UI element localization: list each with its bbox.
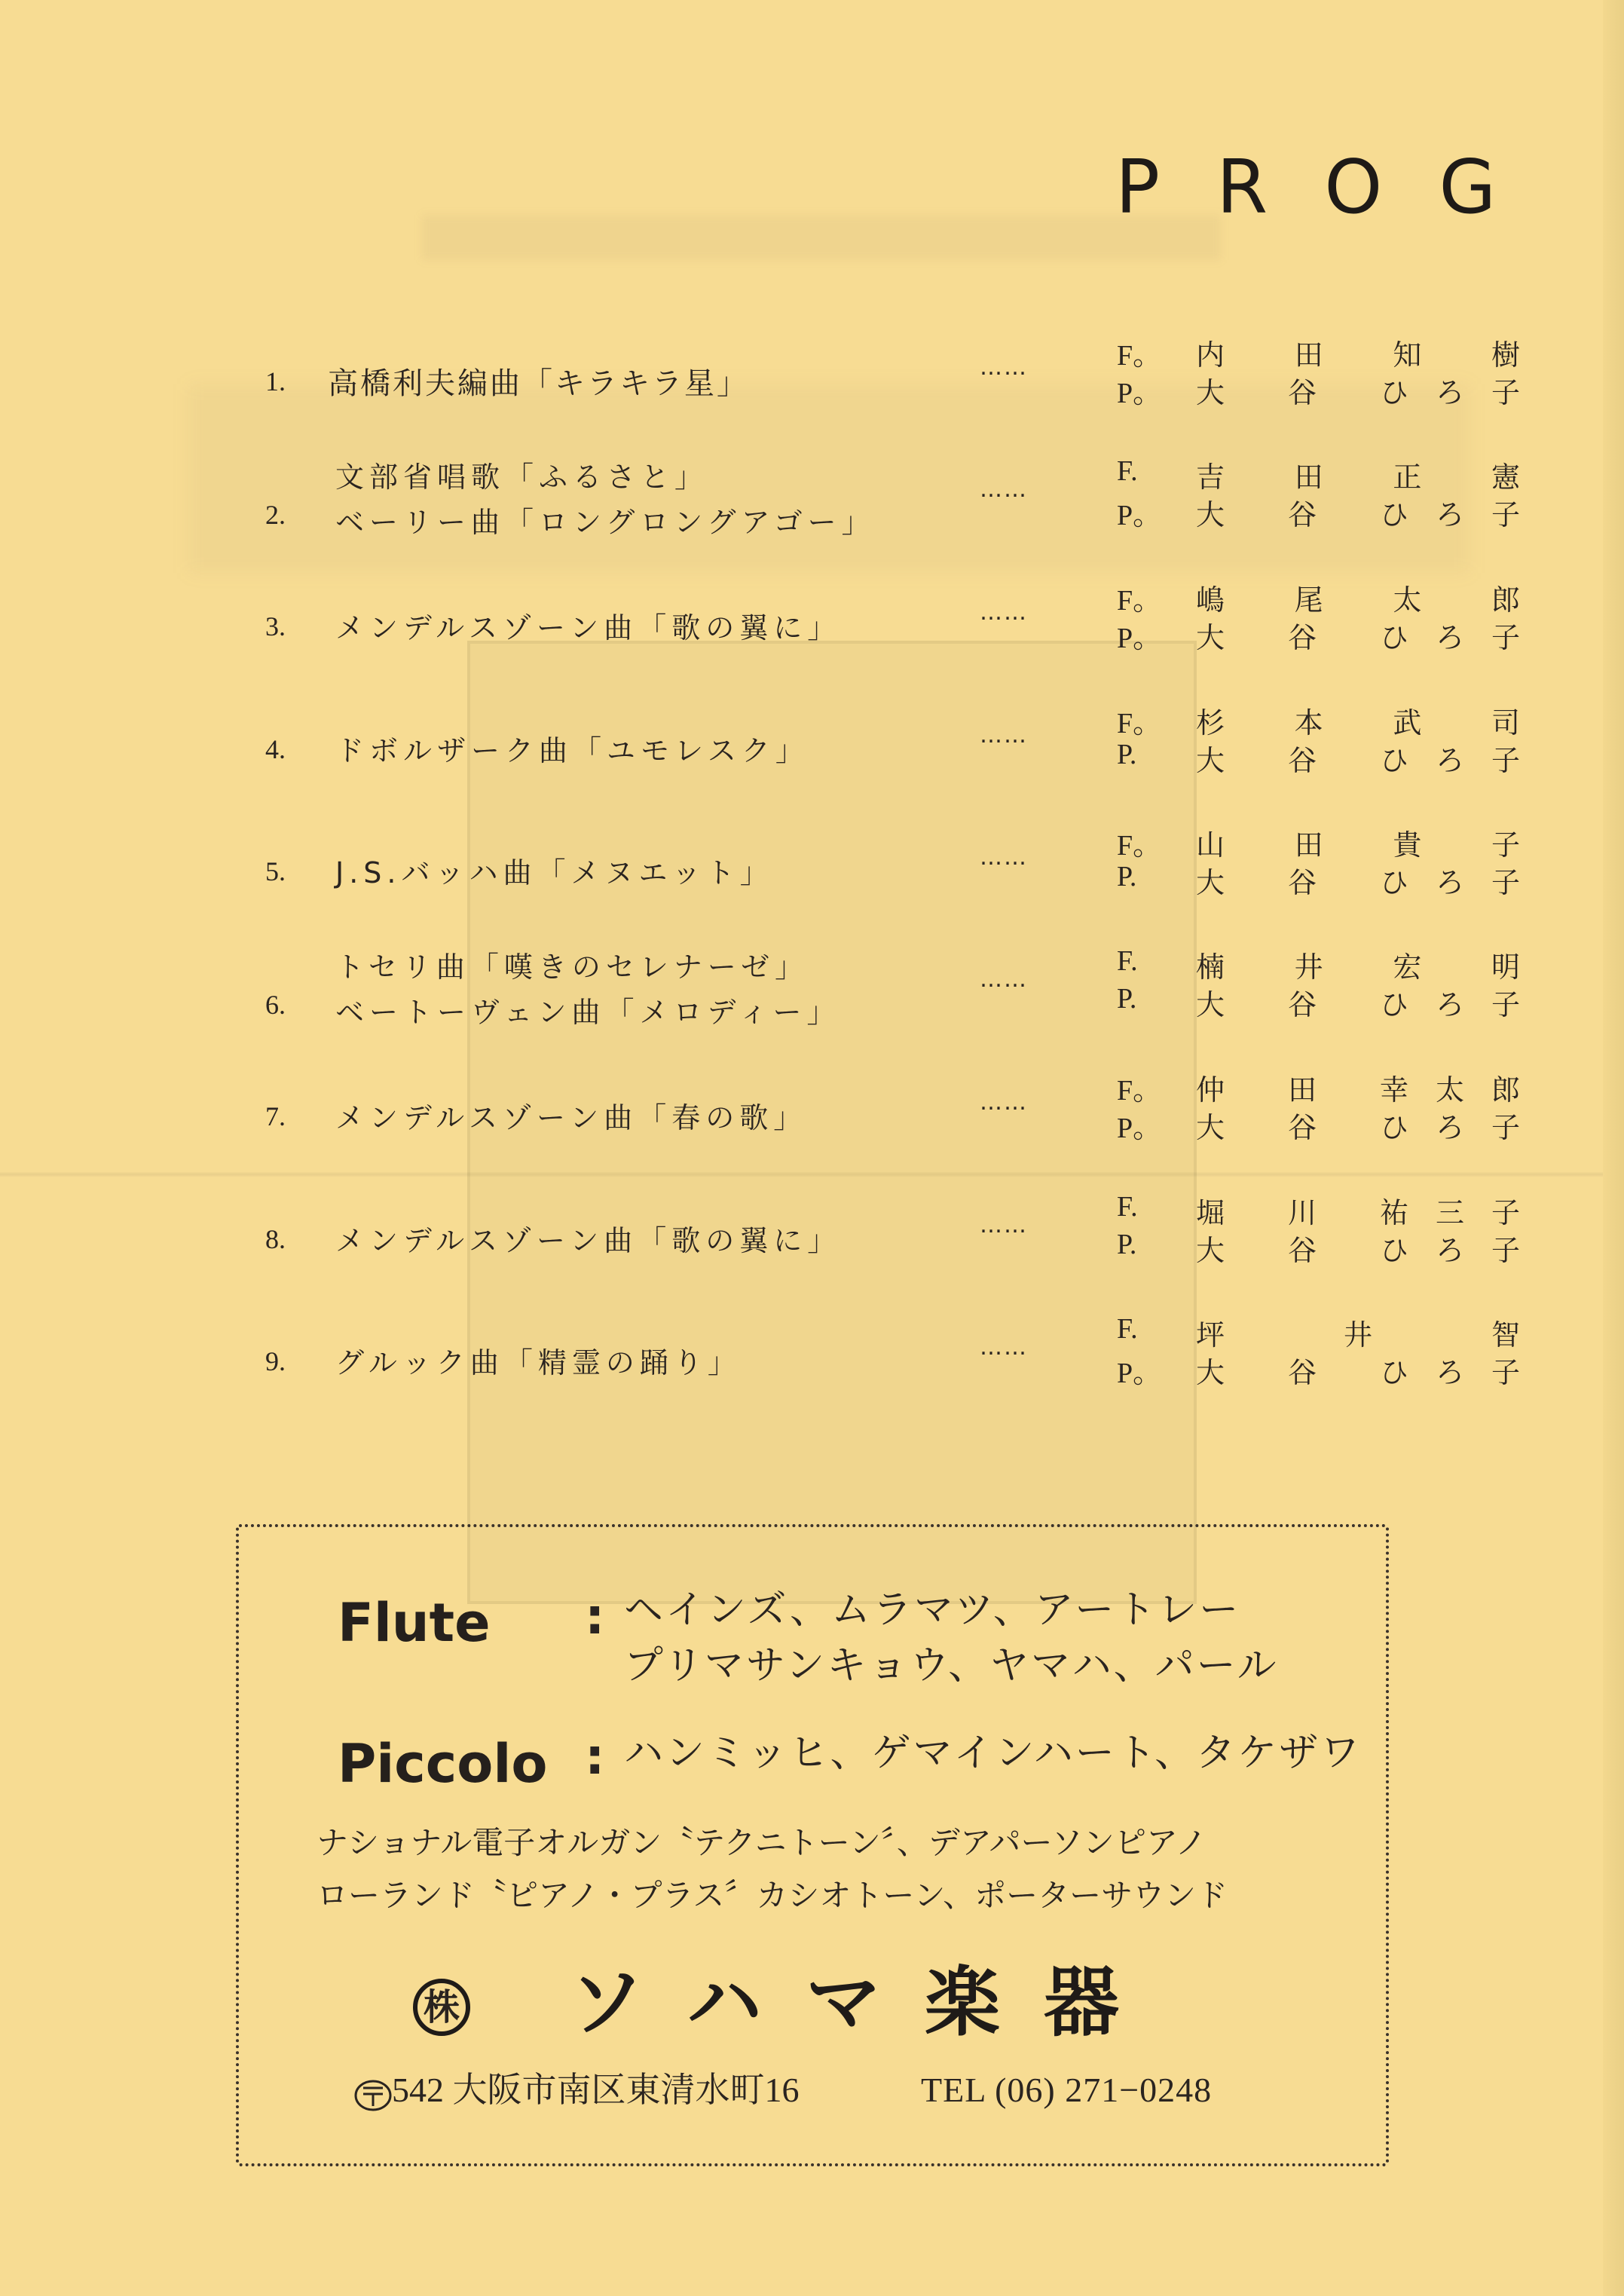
performer-role: P。 <box>1117 1358 1162 1389</box>
leader-dots: …… <box>980 966 1028 993</box>
performer-name: 堀 川 祐三子 <box>1196 1196 1520 1229</box>
performer <box>1117 369 1520 411</box>
performer <box>1117 491 1520 533</box>
flute-label: Flute <box>338 1592 491 1654</box>
piccolo-colon: : <box>585 1728 605 1786</box>
performer-role: F。 <box>1117 708 1162 739</box>
performer <box>1117 1312 1520 1353</box>
paper-fold <box>0 1172 1624 1177</box>
performer <box>1117 1104 1520 1146</box>
work-title: トセリ曲「嘆きのセレナーゼ」 <box>335 951 809 984</box>
piccolo-brands: ハンミッヒ、ゲマインハート、タケザワ <box>624 1731 1363 1776</box>
performer-role: P. <box>1117 1229 1137 1260</box>
performer-role: F。 <box>1117 830 1162 862</box>
performer <box>1117 332 1520 373</box>
performer-role: P。 <box>1117 500 1162 531</box>
leader-dots: …… <box>980 722 1028 748</box>
item-number: 5. <box>265 856 286 886</box>
performer-name: 大 谷 ひろ子 <box>1196 1111 1520 1144</box>
performer-role: P. <box>1117 739 1137 770</box>
work-title: グルック曲「精霊の踊り」 <box>335 1346 742 1379</box>
work-title: ベートーヴェン曲「メロディー」 <box>335 996 841 1029</box>
work-title: 高橋利夫編曲「キラキラ星」 <box>328 366 749 401</box>
performer <box>1117 859 1520 901</box>
item-number: 6. <box>265 990 286 1020</box>
performer-name: 楠 井 宏 明 <box>1196 951 1520 984</box>
performer-name: 大 谷 ひろ子 <box>1196 621 1520 654</box>
company-address: 542 大阪市南区東清水町16 <box>392 2071 800 2109</box>
postal-mark-icon <box>354 2079 392 2112</box>
company-name: ソハマ楽器 <box>569 1958 1163 2047</box>
work-title: 文部省唱歌「ふるさと」 <box>335 461 709 494</box>
performer <box>1117 700 1520 741</box>
performer-name: 大 谷 ひろ子 <box>1196 744 1520 777</box>
performer-role: F. <box>1117 1313 1138 1345</box>
work-title: メンデルスゾーン曲「歌の翼に」 <box>335 1224 842 1257</box>
program-item <box>0 454 1624 559</box>
ad-line-2: ローランド〝ピアノ・プラス〞カシオトーン、ポーターサウンド <box>317 1877 1228 1914</box>
leader-dots: …… <box>980 1212 1028 1238</box>
item-number: 9. <box>265 1346 286 1376</box>
performer <box>1117 577 1520 618</box>
work-title: ドボルザーク曲「ユモレスク」 <box>335 734 809 767</box>
performer <box>1117 1349 1520 1391</box>
program-item <box>0 332 1624 437</box>
leader-dots: …… <box>980 1089 1028 1116</box>
item-number: 3. <box>265 611 286 641</box>
performer-name: 大 谷 ひろ子 <box>1196 1356 1520 1389</box>
performer-role: P。 <box>1117 623 1162 654</box>
program-item <box>0 577 1624 682</box>
flute-brands-line-2: プリマサンキョウ、ヤマハ、パール <box>624 1643 1279 1688</box>
item-number: 4. <box>265 734 286 764</box>
performer-role: F。 <box>1117 340 1162 372</box>
program-item <box>0 700 1624 805</box>
flute-brands-line-1: ヘインズ、ムラマツ、アートレー <box>624 1587 1241 1633</box>
performer <box>1117 822 1520 863</box>
program-heading: PROG <box>1115 145 1553 231</box>
program-item <box>0 1189 1624 1295</box>
performer-role: F. <box>1117 1191 1138 1223</box>
performer <box>1117 454 1520 495</box>
performer-name: 嶋 尾 太 郎 <box>1196 583 1520 617</box>
flute-colon: : <box>585 1587 605 1645</box>
performer-name: 大 谷 ひろ子 <box>1196 376 1520 409</box>
performer-role: F. <box>1117 455 1138 487</box>
item-number: 1. <box>265 366 286 396</box>
performer-role: P. <box>1117 983 1137 1015</box>
program-item <box>0 1312 1624 1417</box>
performer-role: P。 <box>1117 378 1162 409</box>
performer-name: 杉 本 武 司 <box>1196 706 1520 739</box>
performer <box>1117 981 1520 1023</box>
performer-role: P。 <box>1117 1113 1162 1144</box>
performer-name: 内 田 知 樹 <box>1196 338 1520 372</box>
item-number: 7. <box>265 1101 286 1131</box>
performer-name: 大 谷 ひろ子 <box>1196 866 1520 899</box>
performer-role: F。 <box>1117 585 1162 617</box>
performer <box>1117 614 1520 656</box>
performer <box>1117 1067 1520 1108</box>
performer-name: 山 田 貴 子 <box>1196 828 1520 862</box>
piccolo-label: Piccolo <box>338 1733 548 1795</box>
program-item <box>0 944 1624 1049</box>
performer-name: 吉 田 正 憲 <box>1196 461 1520 494</box>
performer <box>1117 737 1520 779</box>
kabushiki-mark: 株 <box>413 1979 470 2036</box>
leader-dots: …… <box>980 844 1028 871</box>
item-number: 2. <box>265 500 286 530</box>
item-number: 8. <box>265 1224 286 1254</box>
work-title: J.S.バッハ曲「メヌエット」 <box>335 856 774 889</box>
performer-name: 大 谷 ひろ子 <box>1196 988 1520 1021</box>
performer <box>1117 1227 1520 1269</box>
ad-line-1: ナショナル電子オルガン〝テクニトーン〞、デアパーソンピアノ <box>317 1824 1207 1861</box>
leader-dots: …… <box>980 599 1028 626</box>
leader-dots: …… <box>980 354 1028 381</box>
performer-role: F。 <box>1117 1075 1162 1107</box>
performer <box>1117 1189 1520 1231</box>
work-title: メンデルスゾーン曲「春の歌」 <box>335 1101 808 1134</box>
program-item <box>0 822 1624 927</box>
company-telephone: TEL (06) 271−0248 <box>921 2071 1213 2109</box>
work-title: メンデルスゾーン曲「歌の翼に」 <box>335 611 842 644</box>
performer-role: P. <box>1117 861 1137 892</box>
program-item <box>0 1067 1624 1172</box>
performer <box>1117 944 1520 985</box>
leader-dots: …… <box>980 1334 1028 1361</box>
leader-dots: …… <box>980 476 1028 503</box>
performer-name: 仲 田 幸太郎 <box>1196 1073 1520 1107</box>
show-through-title <box>422 215 1221 260</box>
work-title: ベーリー曲「ロングロングアゴー」 <box>335 506 876 539</box>
performer-name: 坪 井 智 <box>1196 1318 1520 1352</box>
performer-name: 大 谷 ひろ子 <box>1196 1234 1520 1267</box>
performer-name: 大 谷 ひろ子 <box>1196 498 1520 531</box>
performer-role: F. <box>1117 945 1138 977</box>
